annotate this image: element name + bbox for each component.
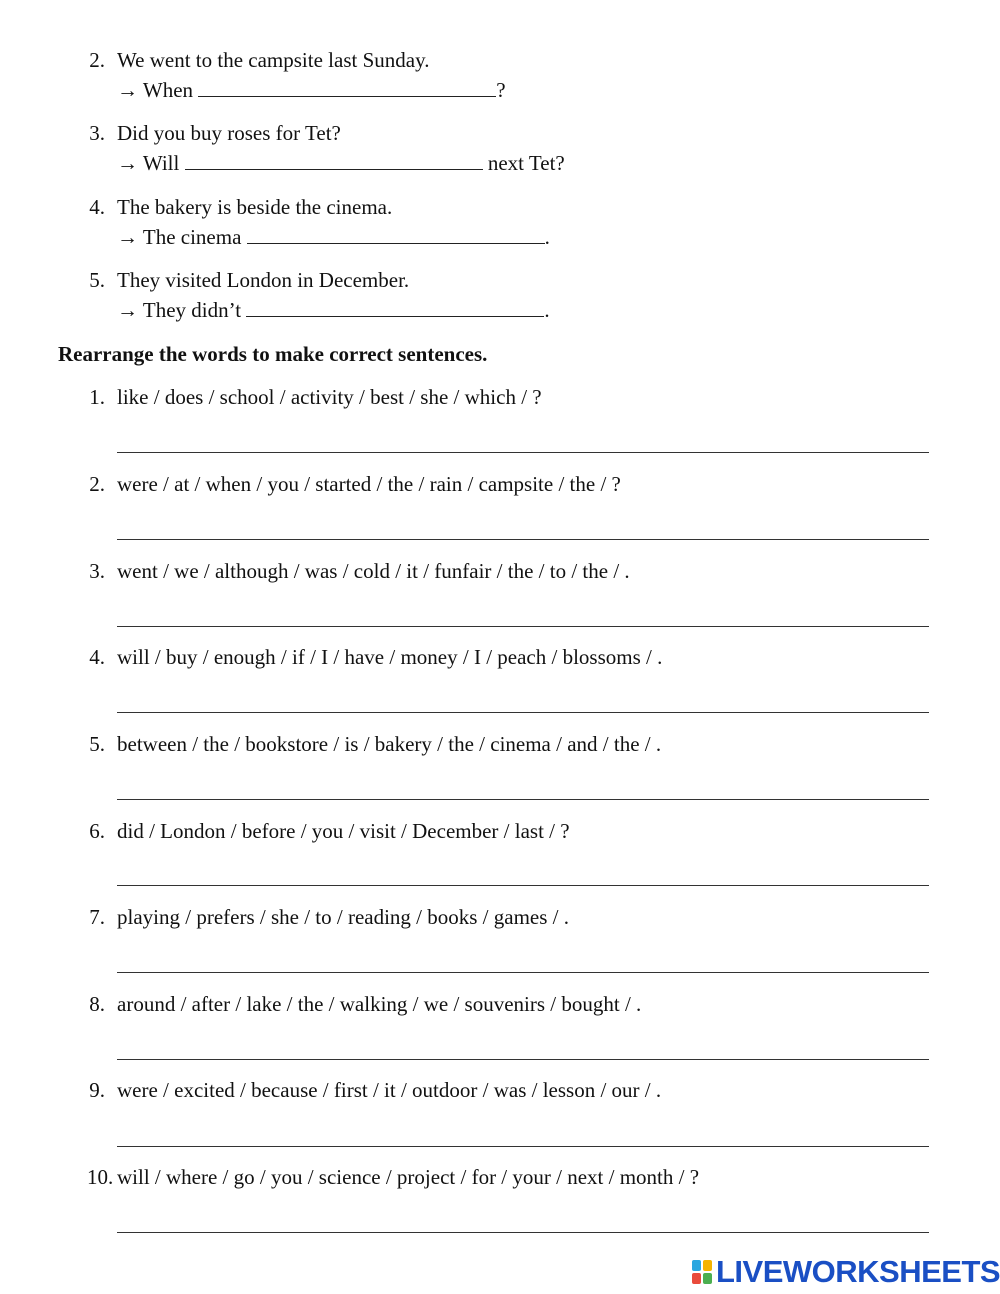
item-number: 3. bbox=[89, 559, 105, 583]
answer-prefix: → The cinema bbox=[117, 225, 242, 249]
answer-row bbox=[117, 151, 565, 176]
answer-line[interactable] bbox=[117, 452, 929, 453]
answer-suffix: ? bbox=[496, 78, 506, 102]
answer-line[interactable] bbox=[117, 626, 929, 627]
item-number: 6. bbox=[89, 819, 105, 843]
answer-suffix: next Tet? bbox=[487, 151, 565, 175]
word-list: went / we / although / was / cold / it / funfair / the / to / the / . bbox=[117, 559, 630, 583]
item-number: 4. bbox=[89, 195, 105, 219]
item-number: 5. bbox=[89, 732, 105, 756]
answer-line[interactable] bbox=[117, 799, 929, 800]
item-number: 10. bbox=[87, 1165, 114, 1189]
item-number: 4. bbox=[89, 645, 105, 669]
item-sentence: Did you buy roses for Tet? bbox=[117, 121, 341, 145]
item-number: 7. bbox=[89, 905, 105, 929]
answer-prefix: → They didn’t bbox=[117, 298, 242, 322]
answer-line[interactable] bbox=[117, 539, 929, 540]
liveworksheets-logo-icon bbox=[692, 1258, 714, 1286]
word-list: between / the / bookstore / is / bakery / the / cinema / and / the / . bbox=[117, 732, 662, 756]
answer-line[interactable] bbox=[117, 1059, 929, 1060]
item-sentence: We went to the campsite last Sunday. bbox=[117, 48, 430, 72]
answer-prefix: → When bbox=[117, 78, 194, 102]
word-list: like / does / school / activity / best / she / which / ? bbox=[117, 385, 542, 409]
item-sentence: The bakery is beside the cinema. bbox=[117, 195, 393, 219]
answer-line[interactable] bbox=[117, 1232, 929, 1233]
word-list: playing / prefers / she / to / reading / books / games / . bbox=[117, 905, 569, 929]
word-list: will / where / go / you / science / project / for / your / next / month / ? bbox=[117, 1165, 700, 1189]
item-number: 5. bbox=[89, 268, 105, 292]
answer-line[interactable] bbox=[117, 712, 929, 713]
item-sentence: They visited London in December. bbox=[117, 268, 410, 292]
answer-blank[interactable] bbox=[246, 315, 544, 317]
item-number: 2. bbox=[89, 472, 105, 496]
item-number: 8. bbox=[89, 992, 105, 1016]
answer-suffix: . bbox=[544, 298, 550, 322]
answer-row bbox=[117, 298, 550, 323]
item-number: 1. bbox=[89, 385, 105, 409]
answer-line[interactable] bbox=[117, 972, 929, 973]
answer-prefix: → Will bbox=[117, 151, 180, 175]
word-list: around / after / lake / the / walking / we / souvenirs / bought / . bbox=[117, 992, 642, 1016]
answer-line[interactable] bbox=[117, 885, 929, 886]
answer-line[interactable] bbox=[117, 1146, 929, 1147]
answer-blank[interactable] bbox=[198, 95, 496, 97]
word-list: were / excited / because / first / it / outdoor / was / lesson / our / . bbox=[117, 1078, 662, 1102]
answer-suffix: . bbox=[544, 225, 550, 249]
liveworksheets-logo bbox=[692, 1254, 1000, 1290]
word-list: were / at / when / you / started / the / rain / campsite / the / ? bbox=[117, 472, 621, 496]
logo-text: LIVEWORKSHEETS bbox=[716, 1254, 1000, 1289]
item-number: 9. bbox=[89, 1078, 105, 1102]
word-list: will / buy / enough / if / I / have / money / I / peach / blossoms / . bbox=[117, 645, 663, 669]
answer-blank[interactable] bbox=[247, 242, 545, 244]
answer-row bbox=[117, 78, 506, 103]
item-number: 3. bbox=[89, 121, 105, 145]
item-number: 2. bbox=[89, 48, 105, 72]
answer-row bbox=[117, 225, 550, 250]
section-heading: Rearrange the words to make correct sentences. bbox=[58, 342, 488, 366]
answer-blank[interactable] bbox=[185, 168, 483, 170]
word-list: did / London / before / you / visit / December / last / ? bbox=[117, 819, 570, 843]
